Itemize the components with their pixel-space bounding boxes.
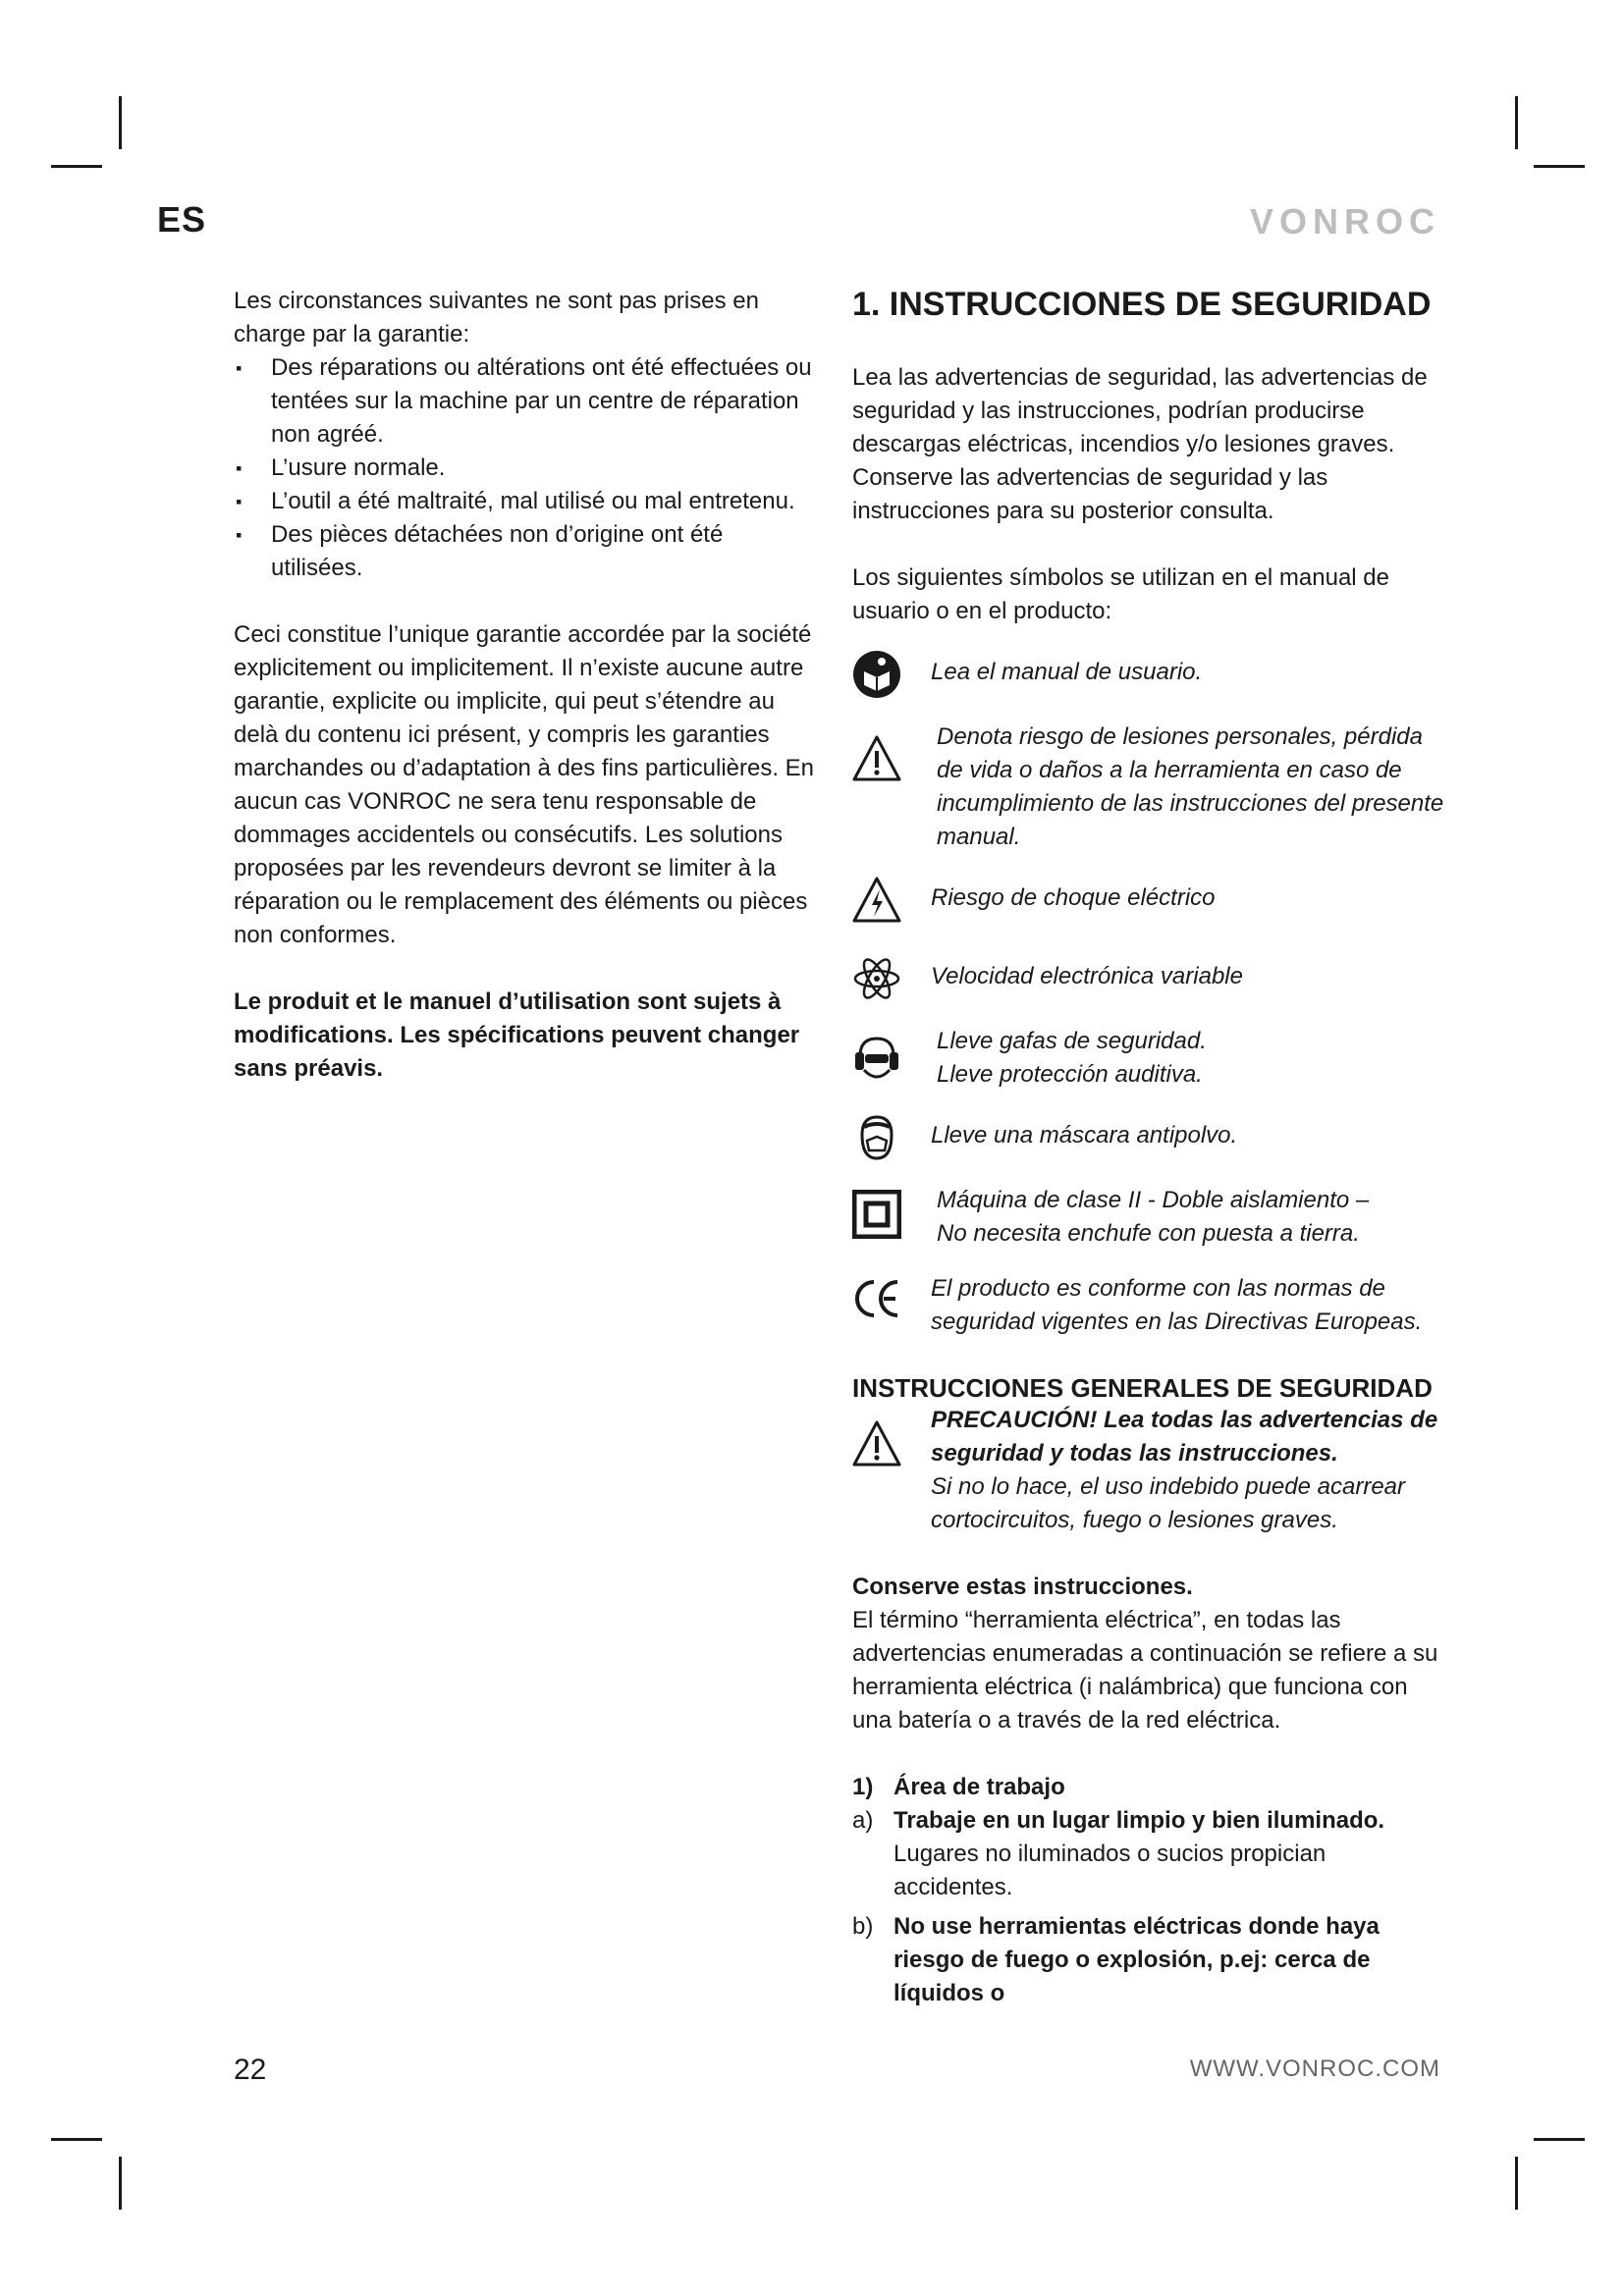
symbols-intro: Los siguientes símbolos se utilizan en el manual de usuario o en el producto:	[852, 564, 1389, 624]
symbol-description: El producto es conforme con las normas de seguridad vigentes en las Directivas Europeas.	[931, 1275, 1423, 1335]
left-column	[234, 285, 821, 1086]
item-bold-text: No use herramientas eléctricas donde haya riesgo de fuego o explosión, p.ej: cerca de líquidos o	[893, 1913, 1380, 2006]
item-bold-text: Trabaje en un lugar limpio y bien iluminado.	[893, 1807, 1385, 1834]
item-text: Lugares no iluminados o sucios propician accidentes.	[893, 1841, 1326, 1900]
work-area-number: 1)	[852, 1774, 874, 1800]
list-item: ▪ Des pièces détachées non d’origine ont été utilisées.	[234, 518, 821, 585]
list-item	[852, 1804, 1446, 1904]
caution-body: Si no lo hace, el uso indebido puede acarrear cortocircuitos, fuego o lesiones graves.	[931, 1473, 1405, 1533]
crop-mark	[51, 2138, 102, 2141]
work-area-heading	[852, 1771, 1446, 1804]
symbol-row	[852, 721, 1446, 854]
symbol-description: Velocidad electrónica variable	[931, 963, 1243, 989]
symbol-row	[852, 1272, 1446, 1339]
list-item	[852, 1910, 1446, 2010]
crop-mark	[1534, 2138, 1585, 2141]
symbol-description: Lleve una máscara antipolvo.	[931, 1122, 1238, 1148]
warning-triangle-icon	[852, 734, 901, 783]
language-code: ES	[157, 199, 207, 240]
warranty-exclusions-intro: Les circonstances suivantes ne sont pas prises en charge par la garantie:	[234, 288, 759, 347]
symbol-row	[852, 876, 1446, 925]
ce-mark-icon	[852, 1274, 901, 1323]
list-item: ▪ L’outil a été maltraité, mal utilisé ou mal entretenu.	[234, 485, 821, 518]
list-item: ▪ Des réparations ou altérations ont été effectuées ou tentées sur la machine par un centre de réparation non agréé.	[234, 351, 821, 452]
crop-mark	[51, 165, 102, 168]
safety-intro: Lea las advertencias de seguridad, las advertencias de seguridad y las instrucciones, podrían producirse descargas eléctricas, incendios y/o lesiones graves. Conserve las advertencias de seguridad y las instrucciones para su posterior consulta.	[852, 364, 1428, 524]
symbol-row	[852, 1025, 1446, 1092]
crop-mark	[119, 96, 122, 149]
class-ii-icon	[852, 1190, 901, 1239]
general-safety-title: INSTRUCCIONES GENERALES DE SEGURIDAD	[852, 1373, 1433, 1403]
keep-instructions-title: Conserve estas instrucciones.	[852, 1574, 1193, 1600]
symbol-row	[852, 1184, 1446, 1251]
modification-notice: Le produit et le manuel d’utilisation sont sujets à modifications. Les spécifications peuvent changer sans préavis.	[234, 988, 800, 1082]
website-link[interactable]: WWW.VONROC.COM	[1189, 2056, 1440, 2082]
symbol-row	[852, 650, 1446, 699]
symbol-text-line: Máquina de clase II - Doble aislamiento –	[937, 1187, 1370, 1213]
symbol-description	[931, 1184, 1369, 1251]
item-label: b)	[852, 1913, 874, 1940]
warranty-paragraph: Ceci constitue l’unique garantie accordée par la société explicitement ou implicitement. Il n’existe aucune autre garantie, explicite ou implicite, qui peut s’étendre au delà du contenu ici présent, y compris les garanties marchandes ou d’adaptation à des fins particulières. En aucun cas VONROC ne sera tenu responsable de dommages accidentels ou consécutifs. Les solutions proposées par les revendeurs devront se limiter à la réparation ou le remplacement des éléments ou pièces non conformes.	[234, 621, 815, 948]
read-manual-icon	[852, 650, 901, 699]
list-item: ▪ L’usure normale.	[234, 452, 821, 485]
keep-instructions-text: El término “herramienta eléctrica”, en todas las advertencias enumeradas a continuación se refiere a su herramienta eléctrica (i nalámbrica) que funciona con una batería o a través de la red eléctrica.	[852, 1607, 1438, 1734]
symbol-text-line: Lleve gafas de seguridad.	[937, 1028, 1207, 1054]
work-area-list	[852, 1804, 1446, 2010]
symbol-description: Denota riesgo de lesiones personales, pérdida de vida o daños a la herramienta en caso de incumplimiento de las instrucciones del presente manual.	[937, 723, 1444, 850]
crop-mark	[1515, 2157, 1518, 2210]
work-area-title: Área de trabajo	[893, 1774, 1065, 1800]
crop-mark	[119, 2157, 122, 2210]
symbol-description	[931, 1025, 1207, 1092]
symbol-text-line: No necesita enchufe con puesta a tierra.	[937, 1220, 1360, 1247]
symbol-row	[852, 954, 1446, 1003]
warning-triangle-icon	[852, 1419, 901, 1468]
item-label: a)	[852, 1807, 874, 1834]
section-title: 1. INSTRUCCIONES DE SEGURIDAD	[852, 286, 1432, 323]
symbol-row	[852, 1113, 1446, 1162]
caution-text	[931, 1404, 1446, 1537]
brand-logo: VONROC	[1249, 201, 1440, 241]
symbol-description: Lea el manual de usuario.	[931, 659, 1203, 685]
crop-mark	[1534, 165, 1585, 168]
dust-mask-icon	[852, 1113, 901, 1162]
symbol-description: Riesgo de choque eléctrico	[931, 884, 1216, 911]
page-number: 22	[234, 2054, 267, 2086]
variable-speed-icon	[852, 954, 901, 1003]
warranty-exclusions-list	[234, 351, 821, 585]
caution-block	[852, 1404, 1446, 1537]
goggles-ear-protection-icon	[852, 1035, 901, 1084]
crop-mark	[1515, 96, 1518, 149]
right-column	[852, 285, 1446, 2010]
symbol-text-line: Lleve protección auditiva.	[937, 1061, 1203, 1088]
caution-heading: PRECAUCIÓN! Lea todas las advertencias de seguridad y todas las instrucciones.	[931, 1407, 1438, 1467]
electric-shock-icon	[852, 876, 901, 925]
